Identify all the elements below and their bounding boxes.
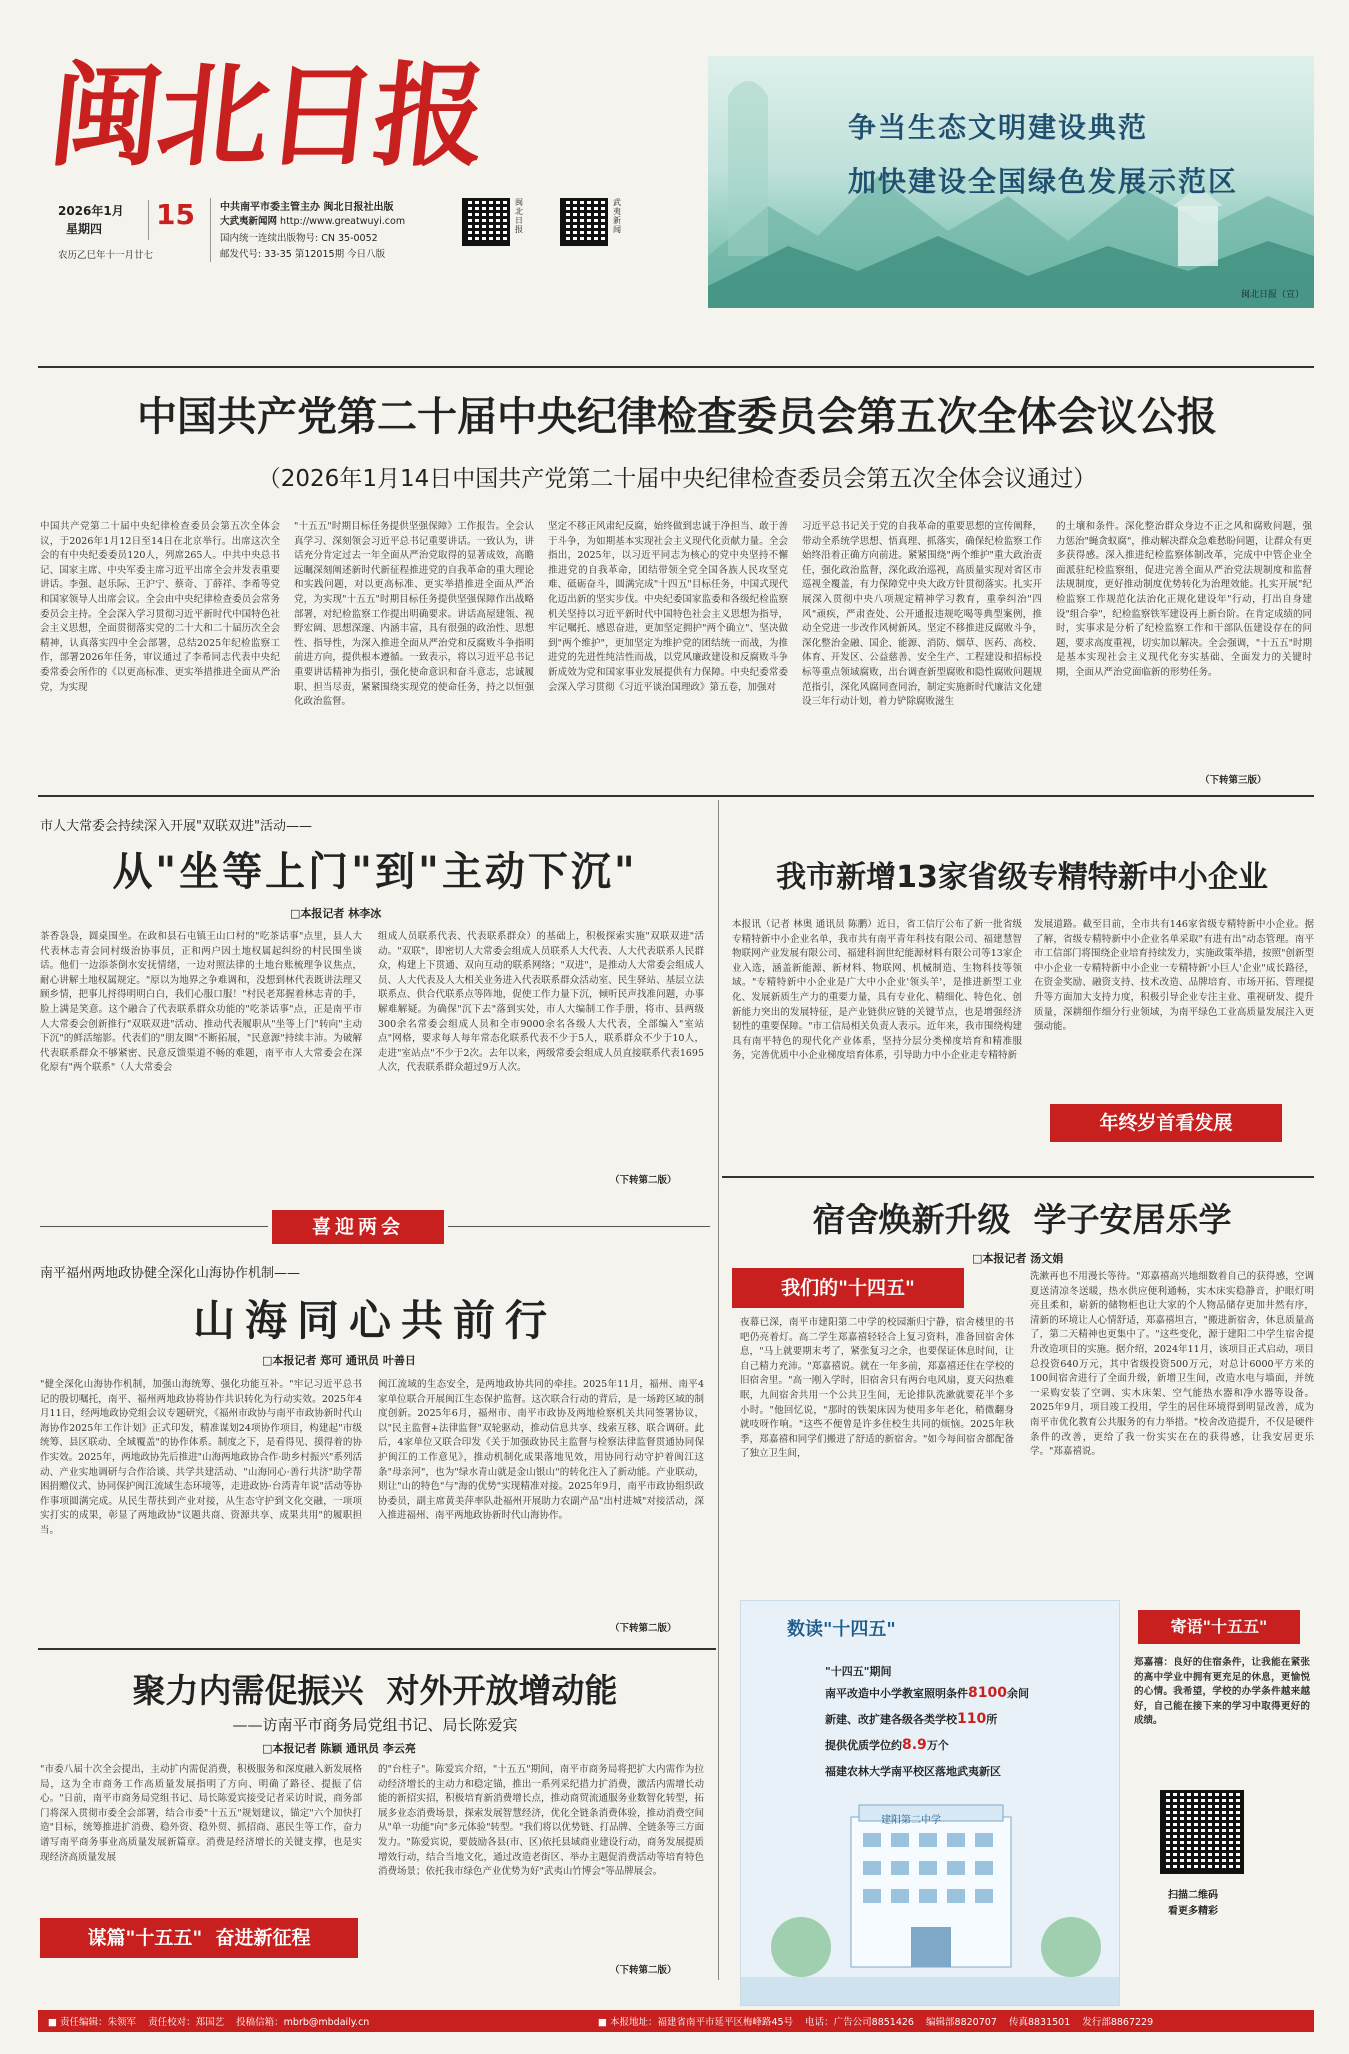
jiyu-title: 寄语"十五五" xyxy=(1138,1610,1300,1644)
postal-line: 邮发代号: 33-35 第12015期 今日八版 xyxy=(220,249,386,260)
rd-col-2: 组成人员联系代表、代表联系群众）的基础上，积极探索实施"双联双进"活动。"双联"，即密切人大常委会组成人员联系人大代表、人大代表联系人民群众，构建上下贯通、双向互动的联系网络；"双进"，是推动人大常委会组成人员、人大代表及人大相关业务进入代表联系群众活动室、民生驿站、基层立法联系点、供合代联系点等阵地，促使工作力量下沉，倾听民声找准问题，办事解难解疑。为确保"沉下去"落到实处，市人大编制工作手册，将市、县两级300余名常委会组成人员和全市9000余名各级人大代表，全部编入"室站点"网格，要求每人每年常态化联系代表不少于5人，联系群众不少于10人，走进"室站点"不少于2次。去年以来，两级常委会组成人员直接联系代表1695人次，代表联系群众超过9万人次。 xyxy=(378,931,704,1074)
biz-rule xyxy=(722,1176,1314,1178)
masthead-title: 闽北日报 xyxy=(43,51,489,182)
day-number: 15 xyxy=(156,198,195,231)
cn-line: 国内统一连续出版物号: CN 35-0052 xyxy=(220,233,378,244)
sh-continued: （下转第二版） xyxy=(610,1623,677,1634)
qr1-label: 闽北日报 xyxy=(515,198,523,234)
shuzi-building-label: 建阳第二中学 xyxy=(881,1815,941,1826)
sponsor-line: 中共南平市委主管主办 闽北日报社出版 xyxy=(220,202,394,213)
sh-col-1: "健全深化山海协作机制，加强山海统筹、强化功能互补。"牢记习近平总书记的殷切嘱托，南平、福州两地政协将协作共识转化为行动实效。2025年4月11日，经两地政协党组会议专题研究，《福州市政协与南平市政协新时代山海协作2025年工作计划》正式印发，精准谋划24项协作项目，构建起"市级统筹、县区联动、全域覆盖"的协作体系。制度之下，是看得见、摸得着的协作实效。2025年，两地政协先后推进"山海两地政协合作·助乡村振兴"系列活动、产业实地调研与合作洽谈、共学共建活动、"山海同心·善行共济"助学帮困捐赠仪式、协同保护闽江流域生态环境等，走进政协·台湾青年说"活动等协作事项圆满完成。从民生帮扶到产业对接，从生态守护到文化交融，一项项实打实的成果，彰显了两地政协"议题共商、资源共享、成果共用"的履职担当。 xyxy=(40,1379,362,1536)
qr2-label: 武夷新闻 xyxy=(613,198,621,234)
dorm-col-1: 夜幕已深，南平市建阳第二中学的校园渐归宁静，宿舍楼里的书吧仍亮着灯。高二学生郑嘉禧轻轻合上复习资料，准备回宿舍休息，"马上就要期末考了，紧张复习之余，也要保证休息时间，让自己精力充沛。"郑嘉禧说。就在一年多前，郑嘉禧还住在学校的旧宿舍里。"高一刚入学时，旧宿舍只有两台电风扇，夏天闷热难眠，九间宿舍共用一个公共卫生间，无论排队洗漱就要花半个多小时。"他回忆说，"那时的铁架床因为使用多年老化，稍微翻身就吱呀作响。"这些不便曾是许多住校生共同的烦恼。2025年秋季，郑嘉禧和同学们搬进了舒适的新宿舍。"如今每间宿舍都配备了独立卫生间， xyxy=(740,1317,1014,1460)
center-divider xyxy=(718,800,719,1980)
masthead-divider xyxy=(210,198,211,262)
biz-title: 我市新增13家省级专精特新中小企业 xyxy=(776,860,1268,895)
dorm-col-2: 洗漱再也不用漫长等待。"郑嘉禧高兴地细数着自己的获得感，空调夏送清凉冬送暖，热水供应便利通畅，实木床实稳静音，护眼灯明亮且柔和，崭新的储物柜也让大家的个人物品储存更加井然有序，清新的环境让人心情舒适，郑嘉禧坦言，"搬进新宿舍，休息质量高了，第二天精神也更集中了。"这些变化，源于建阳二中学生宿舍提升改造项目的实施。据介绍，2024年11月，该项目正式启动，项目总投资640万元，其中省级投资500万元，对总计6000平方米的100间宿舍进行了全面升级，新增卫生间，改造水电与墙面，并统一采购安装了空调、实木床架、空气能热水器和净水器等设备。2025年9月，项目竣工投用，学生的居住环境得到明显改善，成为南平市优化教育公共服务的有力举措。"校舍改造提升，不仅是硬件条件的改善，更给了我一份实实在在的获得感，让我安居更乐学。"郑嘉禧说。 xyxy=(1030,1271,1314,1458)
lead-col-4: 习近平总书记关于党的自我革命的重要思想的宣传阐释，带动全系统学思想、悟真理、抓落实，确保纪检监察工作始终沿着正确方向前进。紧紧围绕"两个维护"重大政治责任，强化政治监督，深化政治巡视，高质量实现对省区市巡视全覆盖，有力保障党中央大政方针贯彻落实。扎实开展深入贯彻中央八项规定精神学习教育，重拳纠治"四风"顽疾，严肃查处、公开通报违规吃喝等典型案例，推动全党进一步改作风树新风。坚定不移推进反腐败斗争，深化整治金融、国企、能源、消防、烟草、医药、高校、体育、开发区、公益慈善、安全生产、工程建设和招标投标等重点领域腐败，出台调查新型腐败和隐性腐败问题规范指引，深化风腐同查同治，制定实施新时代廉洁文化建设三年行动计划，着力铲除腐败滋生 xyxy=(802,521,1042,708)
masthead-rule xyxy=(38,366,1314,368)
shuzi-title: 数读"十四五" xyxy=(787,1619,896,1640)
shuzi-period: "十四五"期间 xyxy=(825,1665,892,1678)
website-url[interactable]: http://www.greatwuyi.com xyxy=(280,216,406,227)
shuzi-line1-text: 南平改造中小学教室照明条件 xyxy=(825,1687,968,1700)
lead-col-5: 的土壤和条件。深化整治群众身边不正之风和腐败问题，强力惩治"蝇贪蚁腐"，推动解决群众急难愁盼问题，让群众有更多获得感。深入推进纪检监察体制改革，完成中中管企业全面派驻纪检监察组，促进完善全面从严治党法规制度和监督法规制度，更好推动制度优势转化为治理效能。扎实开展"纪检监察工作规范化法治化正规化建设年"行动，打出自身建设"组合拳"，纪检监察铁军建设再上新台阶。在肯定成绩的同时，实事求是分析了纪检监察工作和干部队伍建设存在的问题，要求高度重视，切实加以解决。全会强调，"十五五"时期是基本实现社会主义现代化夯实基础、全面发力的关键时期，全面从严治党面临新的形势任务。 xyxy=(1056,521,1312,678)
sh-title: 山海同心共前行 xyxy=(192,1296,557,1345)
lianghui-rule-right xyxy=(448,1226,710,1227)
lead-col-3: 坚定不移正风肃纪反腐，始终做到忠诚于净担当、敢于善于斗争，为如期基本实现社会主义现代化贡献力量。全会指出，2025年，以习近平同志为核心的党中央坚持不懈推进党的自我革命，团结带领全党全国各族人民攻坚克难、砥砺奋斗，圆满完成"十四五"目标任务，中国式现代化迈出新的坚实步伐。中央纪委国家监委和各级纪检监察机关坚持以习近平新时代中国特色社会主义思想为指导，牢记嘱托、感恩奋进，更加坚定拥护"两个确立"、坚决做到"两个维护"，更加坚定为维护党的团结统一而战，为推进党的先进性纯洁性而战，以党风廉政建设和反腐败斗争新成效为党和国家事业发展提供有力保障。中央纪委常委会深入学习贯彻《习近平谈治国理政》第五卷，加强对 xyxy=(548,521,788,693)
footer-editor: ■ 责任编辑：朱领军 责任校对：郑国艺 投稿信箱：mbrb@mbdaily.cn xyxy=(48,2017,370,2028)
lead-subtitle: （2026年1月14日中国共产党第二十届中央纪律检查委员会第五次全体会议通过） xyxy=(257,466,1097,492)
shuzi-line2 xyxy=(825,1711,997,1727)
dorm-byline: □本报记者 汤文娟 xyxy=(972,1252,1064,1265)
biz-col-2: 发展道路。截至目前，全市共有146家省级专精特新中小企业。据了解，省级专精特新中小企业名单采取"有进有出"动态管理。南平市工信部门将围绕企业培育持续发力，实施政策举措，按照"创新型中小企业一专精特新中小企业一专精特新'小巨人'企业"成长路径，在资金奖励、融资支持、技术改造、品牌培育、市场开拓、管理提升等方面加大支持力度，积极引导企业专注主业、重视研发、提升质量，深耕细作细分行业领域，为南平绿色工业高质量发展注入更强动能。 xyxy=(1034,919,1314,1033)
shuzi-line1-unit: 余间 xyxy=(1006,1687,1029,1700)
lead-col-2: "十五五"时期目标任务提供坚强保障》工作报告。全会认真学习、深刻领会习近平总书记重要讲话。一致认为，讲话充分肯定过去一年全面从严治党取得的显著成效，高瞻远瞩深刻阐述新时代新征程推进党的自我革命的重大理论和实践问题，对以更高标准、更实举措推进全面从严治党，为实现"十五五"时期目标任务提供坚强保障作出战略部署，对纪检监察工作提出明确要求。讲话高屋建瓴、视野宏阔、思想深邃、内涵丰富，具有很强的政治性、思想性、指导性，为深入推进全面从严治党和反腐败斗争指明前进方向，提供根本遵循。一致表示，将以习近平总书记重要讲话精神为指引，强化使命意识和奋斗意志，忠诚履职、担当尽责，紧紧围绕实现党的使命任务，持之以恒强化政治监督。 xyxy=(294,521,534,708)
date-box xyxy=(38,196,208,266)
shuzi-line2-unit: 所 xyxy=(986,1713,998,1726)
shuzi-line3-num: 8.9 xyxy=(902,1737,927,1753)
trade-title: 聚力内需促振兴 对外开放增动能 xyxy=(132,1671,618,1710)
shuzi-line2-text: 新建、改扩建各级各类学校 xyxy=(825,1713,957,1726)
banner-line1: 争当生态文明建设典范 xyxy=(848,111,1149,144)
shuzi-line1 xyxy=(825,1685,1029,1701)
sh-rule xyxy=(38,1648,716,1650)
shuzi-line1-num: 8100 xyxy=(968,1685,1007,1701)
sh-byline: □本报记者 郑可 通讯员 叶善日 xyxy=(262,1354,416,1367)
lead-title: 中国共产党第二十届中央纪律检查委员会第五次全体会议公报 xyxy=(137,394,1217,440)
banner-line2: 加快建设全国绿色发展示范区 xyxy=(848,165,1239,198)
trade-col-1: "市委八届十次全会提出，主动扩内需促消费，积极服务和深度融入新发展格局，这为全市商务工作高质量发展指明了方向、明确了路径、提振了信心。"日前，南平市商务局党组书记、局长陈爱宾接受记者采访时说，商务部门将深入贯彻市委全会部署，结合市委"十五五"规划建议，锚定"六个加快打造"目标，统筹推进扩消费、稳外资、稳外贸、抓招商、惠民生等工作，奋力谱写南平商务事业高质量发展新篇章。消费是经济增长的关键支撑，也是实现经济高质量发展 xyxy=(40,1764,362,1863)
jiyu-text: 郑嘉禧：良好的住宿条件，让我能在紧张的高中学业中拥有更充足的休息，更愉悦的心情。我希望，学校的办学条件越来越好，自己能在接下来的学习中取得更好的成绩。 xyxy=(1134,1657,1310,1727)
qr-code-2[interactable] xyxy=(560,198,608,246)
lead-rule xyxy=(38,795,1314,797)
rd-kicker: 市人大常委会持续深入开展"双联双进"活动—— xyxy=(40,819,312,834)
lianghui-badge: 喜迎两会 xyxy=(272,1210,444,1244)
shuzi-line3-text: 提供优质学位约 xyxy=(825,1739,902,1752)
lunar-date: 农历乙巳年十一月廿七 xyxy=(58,250,154,261)
footer-bar xyxy=(38,2010,1314,2032)
day-divider xyxy=(148,200,149,240)
rd-continued: （下转第二版） xyxy=(610,1175,677,1186)
date-text: 2026年1月 xyxy=(58,204,124,218)
trade-byline: □本报记者 陈颖 通讯员 李云亮 xyxy=(262,1742,416,1755)
rd-byline: □本报记者 林李冰 xyxy=(290,907,382,920)
lianghui-rule-left xyxy=(40,1226,268,1227)
footer-address: ■ 本报地址：福建省南平市延平区梅峰路45号 电话：广告公司8851426 编辑部8820707 传真8831501 发行部8867229 xyxy=(598,2017,1154,2028)
sh-kicker: 南平福州两地政协健全深化山海协作机制—— xyxy=(40,1266,301,1281)
trade-subtitle: ——访南平市商务局党组书记、局长陈爱宾 xyxy=(232,1716,518,1734)
shuzi-line2-num: 110 xyxy=(957,1711,987,1727)
qr-code-1[interactable] xyxy=(462,198,510,246)
trade-continued: （下转第二版） xyxy=(610,1965,677,1976)
jiyu-qr-code[interactable] xyxy=(1160,1790,1244,1874)
shuzi-line3 xyxy=(825,1737,949,1753)
dorm-title: 宿舍焕新升级 学子安居乐学 xyxy=(812,1200,1232,1239)
biz-col-1: 本报讯（记者 林奥 通讯员 陈鹏）近日，省工信厅公布了新一批省级专精特新中小企业名单，我市共有南平青年科技有限公司、福建慧智物联网产业发展有限公司、福建科润世纪能源材料有限公司等13家企业入选，涵盖新能源、新材料、物联网、机械制造、生物科技等领域。"专精特新中小企业是广大中小企业'领头羊'，是推进新型工业化、发展新质生产力的重要力量，具有专业化、精细化、特色化、创新能力突出的发展特征，是产业链供应链的关键节点，也是增强经济韧性的重要保障。"市工信局相关负责人表示。近年来，我市围绕构建具有南平特色的现代化产业体系，坚持分层分类梯度培育和精准服务，完善优质中小企业梯度培育体系，引导助力中小企业走专精特新 xyxy=(732,919,1022,1062)
dorm-badge: 我们的"十四五" xyxy=(732,1268,964,1308)
lead-col-1: 中国共产党第二十届中央纪律检查委员会第五次全体会议，于2026年1月12日至14日在北京举行。出席这次全会的有中央纪委委员120人，列席265人。中共中央总书记、国家主席、中央军委主席习近平出席全会并发表重要讲话。李强、赵乐际、王沪宁、蔡奇、丁薛祥、李希等党和国家领导人出席会议。全会由中央纪律检查委员会常务委员会主持。全会深入学习贯彻习近平新时代中国特色社会主义思想，全面贯彻落实党的二十大和二十届历次全会精神，认真落实四中全会部署，总结2025年纪检监察工作，部署2026年任务，审议通过了李希同志代表中央纪委常委会所作的《以更高标准、更实举措推进全面从严治党，为实现 xyxy=(40,521,280,693)
website-label: 大武夷新闻网 xyxy=(220,216,278,227)
shuzi-line3-unit: 万个 xyxy=(926,1739,949,1752)
jiyu-qr-label1: 扫描二维码 xyxy=(1168,1890,1218,1901)
trade-badge: 谋篇"十五五" 奋进新征程 xyxy=(40,1918,358,1958)
shuzi-line4: 福建农林大学南平校区落地武夷新区 xyxy=(825,1765,1001,1778)
banner-credit: 闽北日报（宣） xyxy=(1240,290,1304,300)
trade-col-2: 的"台柱子"。陈爱宾介绍，"十五五"期间，南平市商务局将把扩大内需作为拉动经济增长的主动力和稳定锚，推出一系列采纪措力扩消费，激活内需增长动能的新招实招，积极培育新消费增长点，推动商贸流通服务业数智化转型，拓展多业态消费场景，探索发展智慧经济，优化全链条消费体验，推动消费空间从"单一功能"向"多元体验"转型。"我们将以优势链、打品牌、全链条等三方面发力。"陈爱宾说，要鼓励各县(市、区)依托县域商业建设行动，商务发展提质增效行动，结合当地文化，通过改造老街区、举办主题促消费活动等培育特色消费场景；依托我市绿色产业优势为好"武夷山竹博会"等品牌展会。 xyxy=(378,1764,704,1878)
rd-title: 从"坐等上门"到"主动下沉" xyxy=(112,848,638,895)
rd-col-1: 茶香袅袅，圆桌围坐。在政和县石屯镇王山口村的"吃茶话事"点里，县人大代表林志青会同村级治协事员，正和两户因土地权属起纠纷的村民围坐谈话。他们一边添茶倒水安抚情绪，一边对照法律的土地台账梳理争议焦点，耐心讲解土地权属规定。"原以为地界之争难调和，没想到林代表既讲法理又顾乡情，把事儿捋得明明白白，我们心服口服！"村民老郑握着林志青的手，脸上满是笑意。这个融合了代表联系群众功能的"吃茶话事"点，正是南平市人大常委会创新推行"双联双进"活动、推动代表履职从"坐等上门"转向"主动下沉"的鲜活缩影。代表们的"朋友圈"不断拓展，"民意源"持续丰沛。为破解代表联系群众不够紧密、民意反馈渠道不畅的难题，南平市人大常委会在深化原有"两个联系"（人大常委会 xyxy=(40,931,362,1074)
sh-col-2: 闽江流域的生态安全，是两地政协共同的牵挂。2025年11月，福州、南平4家单位联合开展闽江生态保护监督。这次联合行动的背后，是一场跨区域的制度创新。2025年6月，福州市、南平市政协及两地检察机关共同签署协议，以"民主监督+法律监督"双轮驱动，推动信息共享、线索互移、联合调研。此后，4家单位又联合印发《关于加强政协民主监督与检察法律监督贯通协同保护闽江的工作意见》，推动机制化成果落地见效，用协同行动守护着闽江这条"母亲河"，也为"绿水青山就是金山银山"的转化注入了新动能。产业联动，则让"山的特色"与"海的优势"实现精准对接。2025年9月，南平市政协组织政协委员，副主席黄美萍率队赴福州开展助力农副产品"出村进城"对接活动，深入推进福州、南平两地政协新时代山海协作。 xyxy=(378,1379,704,1522)
website-line xyxy=(220,213,405,227)
eco-banner xyxy=(708,56,1314,308)
lead-continued: （下转第三版） xyxy=(1200,775,1267,786)
jiyu-qr-label2: 看更多精彩 xyxy=(1168,1906,1218,1917)
weekday-text: 星期四 xyxy=(66,222,103,236)
biz-badge: 年终岁首看发展 xyxy=(1050,1104,1282,1142)
shuzi-box xyxy=(740,1600,1120,2006)
